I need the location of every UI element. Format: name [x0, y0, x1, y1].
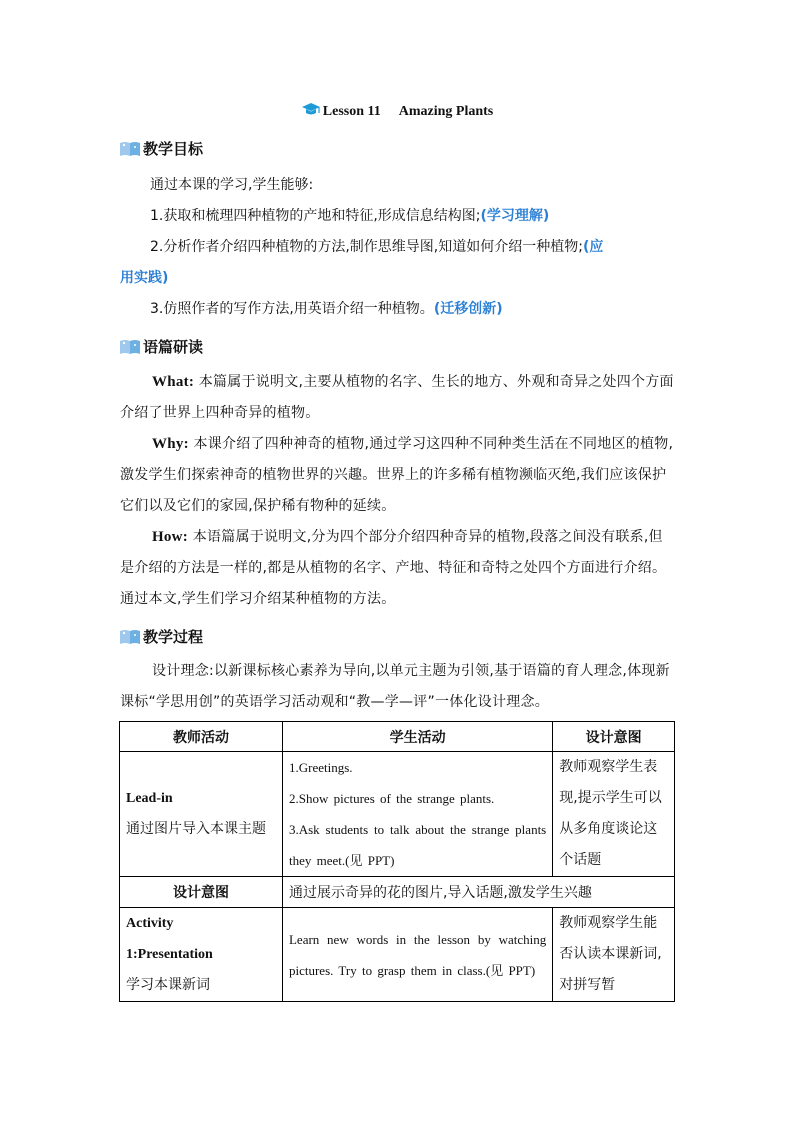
- objective-item-1: 1.获取和梳理四种植物的产地和特征,形成信息结构图;(学习理解): [150, 208, 550, 224]
- cell-intent-text: 通过展示奇异的花的图片,导入话题,激发学生兴趣: [282, 877, 674, 908]
- cell-student-activity1: Learn new words in the lesson by watching pictures. Try to grasp them in class.(见 PPT): [282, 908, 552, 1002]
- objective-item-2: 2.分析作者介绍四种植物的方法,制作思维导图,知道如何介绍一种植物;(应: [150, 239, 604, 255]
- analysis-what: What: 本篇属于说明文,主要从植物的名字、生长的地方、外观和奇异之处四个方面介绍了世界上四种奇异的植物。: [120, 374, 674, 421]
- table-row: [120, 908, 675, 1002]
- table-header-row: [120, 722, 675, 752]
- header-intent: 设计意图: [553, 722, 675, 752]
- cell-intent-label: 设计意图: [120, 877, 283, 908]
- design-concept: 设计理念:以新课标核心素养为导向,以单元主题为引领,基于语篇的育人理念,体现新课标“学思用创”的英语学习活动观和“教—学—评”一体化设计理念。: [120, 663, 670, 710]
- objectives-intro: 通过本课的学习,学生能够:: [150, 177, 314, 193]
- book-icon: [119, 337, 141, 355]
- section-heading-analysis: 语篇研读: [119, 336, 203, 358]
- cell-teacher-leadin: Lead-in 通过图片导入本课主题: [120, 752, 283, 877]
- header-student: 学生活动: [282, 722, 552, 752]
- objective-tag-1: (学习理解): [480, 208, 550, 224]
- lesson-number: Lesson 11: [322, 104, 381, 119]
- analysis-how: How: 本语篇属于说明文,分为四个部分介绍四种奇异的植物,段落之间没有联系,但是介绍的方法是一样的,都是从植物的名字、产地、特征和奇特之处四个方面进行介绍。通过本文,学生们学习介绍某种植物的方法。: [120, 529, 667, 607]
- graduation-cap-icon: [301, 102, 321, 118]
- analysis-why: Why: 本课介绍了四种神奇的植物,通过学习这四种不同种类生活在不同地区的植物,激发学生们探索神奇的植物世界的兴趣。世界上的许多稀有植物濒临灭绝,我们应该保护它们以及它们的家园,保护稀有物种的延续。: [120, 436, 674, 514]
- section-heading-objectives: 教学目标: [119, 138, 203, 160]
- section-heading-process: 教学过程: [119, 626, 203, 648]
- objective-tag-3: (迁移创新): [433, 301, 503, 317]
- book-icon: [119, 139, 141, 157]
- table-row: [120, 752, 675, 877]
- cell-intent-activity1: 教师观察学生能否认读本课新词,对拼写暂: [553, 908, 675, 1002]
- lesson-title: [0, 102, 794, 122]
- objective-item-2-cont: [120, 268, 168, 288]
- objective-item-3: 3.仿照作者的写作方法,用英语介绍一种植物。(迁移创新): [150, 301, 503, 317]
- objective-tag-2b: 用实践): [120, 270, 169, 286]
- table-row: [120, 877, 675, 908]
- lesson-plan-table: [119, 721, 675, 1002]
- header-teacher: 教师活动: [120, 722, 283, 752]
- book-icon: [119, 627, 141, 645]
- cell-intent-leadin: 教师观察学生表现,提示学生可以从多角度谈论这个话题: [553, 752, 675, 877]
- lesson-name: Amazing Plants: [398, 104, 494, 119]
- objective-tag-2a: (应: [582, 239, 604, 255]
- cell-student-leadin: 1.Greetings. 2.Show pictures of the strange plants. 3.Ask students to talk about the strange plants they meet.(见 PPT): [282, 752, 552, 877]
- cell-teacher-activity1: Activity 1:Presentation 学习本课新词: [120, 908, 283, 1002]
